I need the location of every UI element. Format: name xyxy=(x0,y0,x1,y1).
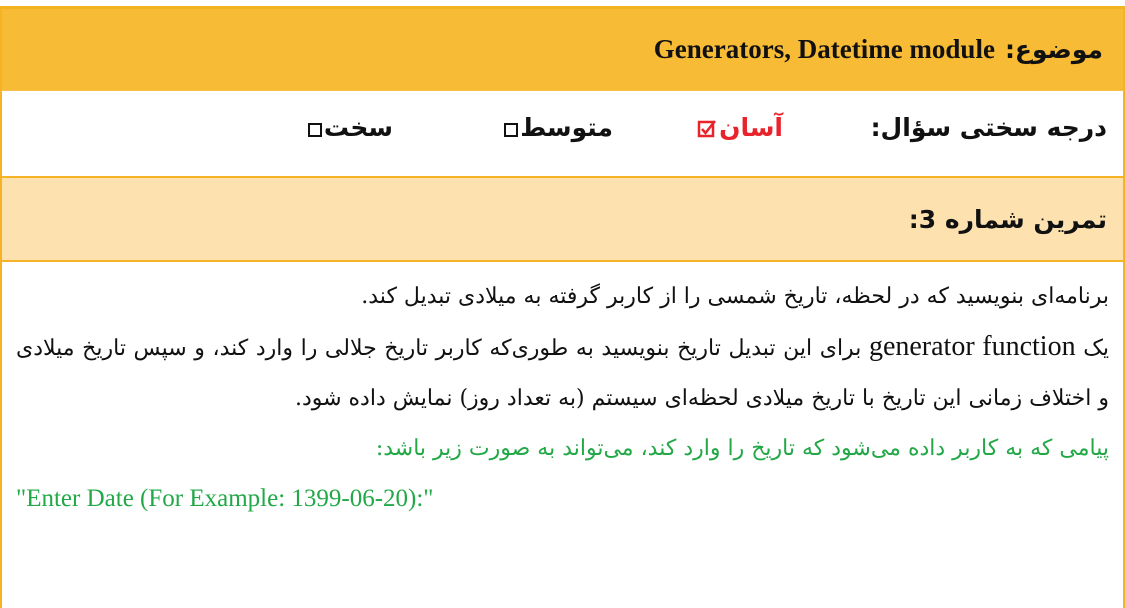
exercise-body xyxy=(0,262,1125,608)
difficulty-option-easy-label: آسان xyxy=(719,113,783,142)
body-line2-suffix: برای این تبدیل تاریخ بنویسید به طوری‌که کاربر تاریخ جلالی را وارد کند، و سپس تاریخ میلادی و اختلاف زمانی این تاریخ با تاریخ میلادی لحظه‌ای سیستم (به تعداد روز) نمایش داده شود. xyxy=(16,336,1109,411)
topic-value: Generators, Datetime module xyxy=(653,34,995,64)
difficulty-option-hard[interactable] xyxy=(308,113,393,142)
body-line-1: برنامه‌ای بنویسید که در لحظه، تاریخ شمسی را از کاربر گرفته به میلادی تبدیل کند. xyxy=(361,284,1109,309)
body-line2-prefix: یک xyxy=(1083,336,1110,361)
exercise-title: تمرین شماره 3: xyxy=(908,204,1107,234)
topic-label: موضوع: xyxy=(1004,35,1103,64)
example-prompt: "Enter Date (For Example: 1399-06-20):" xyxy=(16,485,434,512)
body-paragraph-2 xyxy=(16,322,1109,424)
generator-function-term: generator function xyxy=(868,331,1076,362)
difficulty-option-medium[interactable] xyxy=(504,113,613,142)
difficulty-option-hard-label: سخت xyxy=(323,113,393,142)
prompt-note: پیامی که به کاربر داده می‌شود که تاریخ را وارد کند، می‌تواند به صورت زیر باشد: xyxy=(375,436,1109,461)
difficulty-option-medium-label: متوسط xyxy=(520,113,613,142)
difficulty-row xyxy=(0,90,1125,176)
exercise-header xyxy=(0,176,1125,262)
unchecked-box-icon xyxy=(308,123,322,137)
difficulty-option-easy[interactable] xyxy=(697,113,783,142)
topic-heading xyxy=(654,34,1103,65)
difficulty-label: درجه سختی سؤال: xyxy=(870,113,1107,142)
checked-box-icon xyxy=(697,119,717,139)
topic-row xyxy=(0,6,1125,90)
unchecked-box-icon xyxy=(504,123,518,137)
